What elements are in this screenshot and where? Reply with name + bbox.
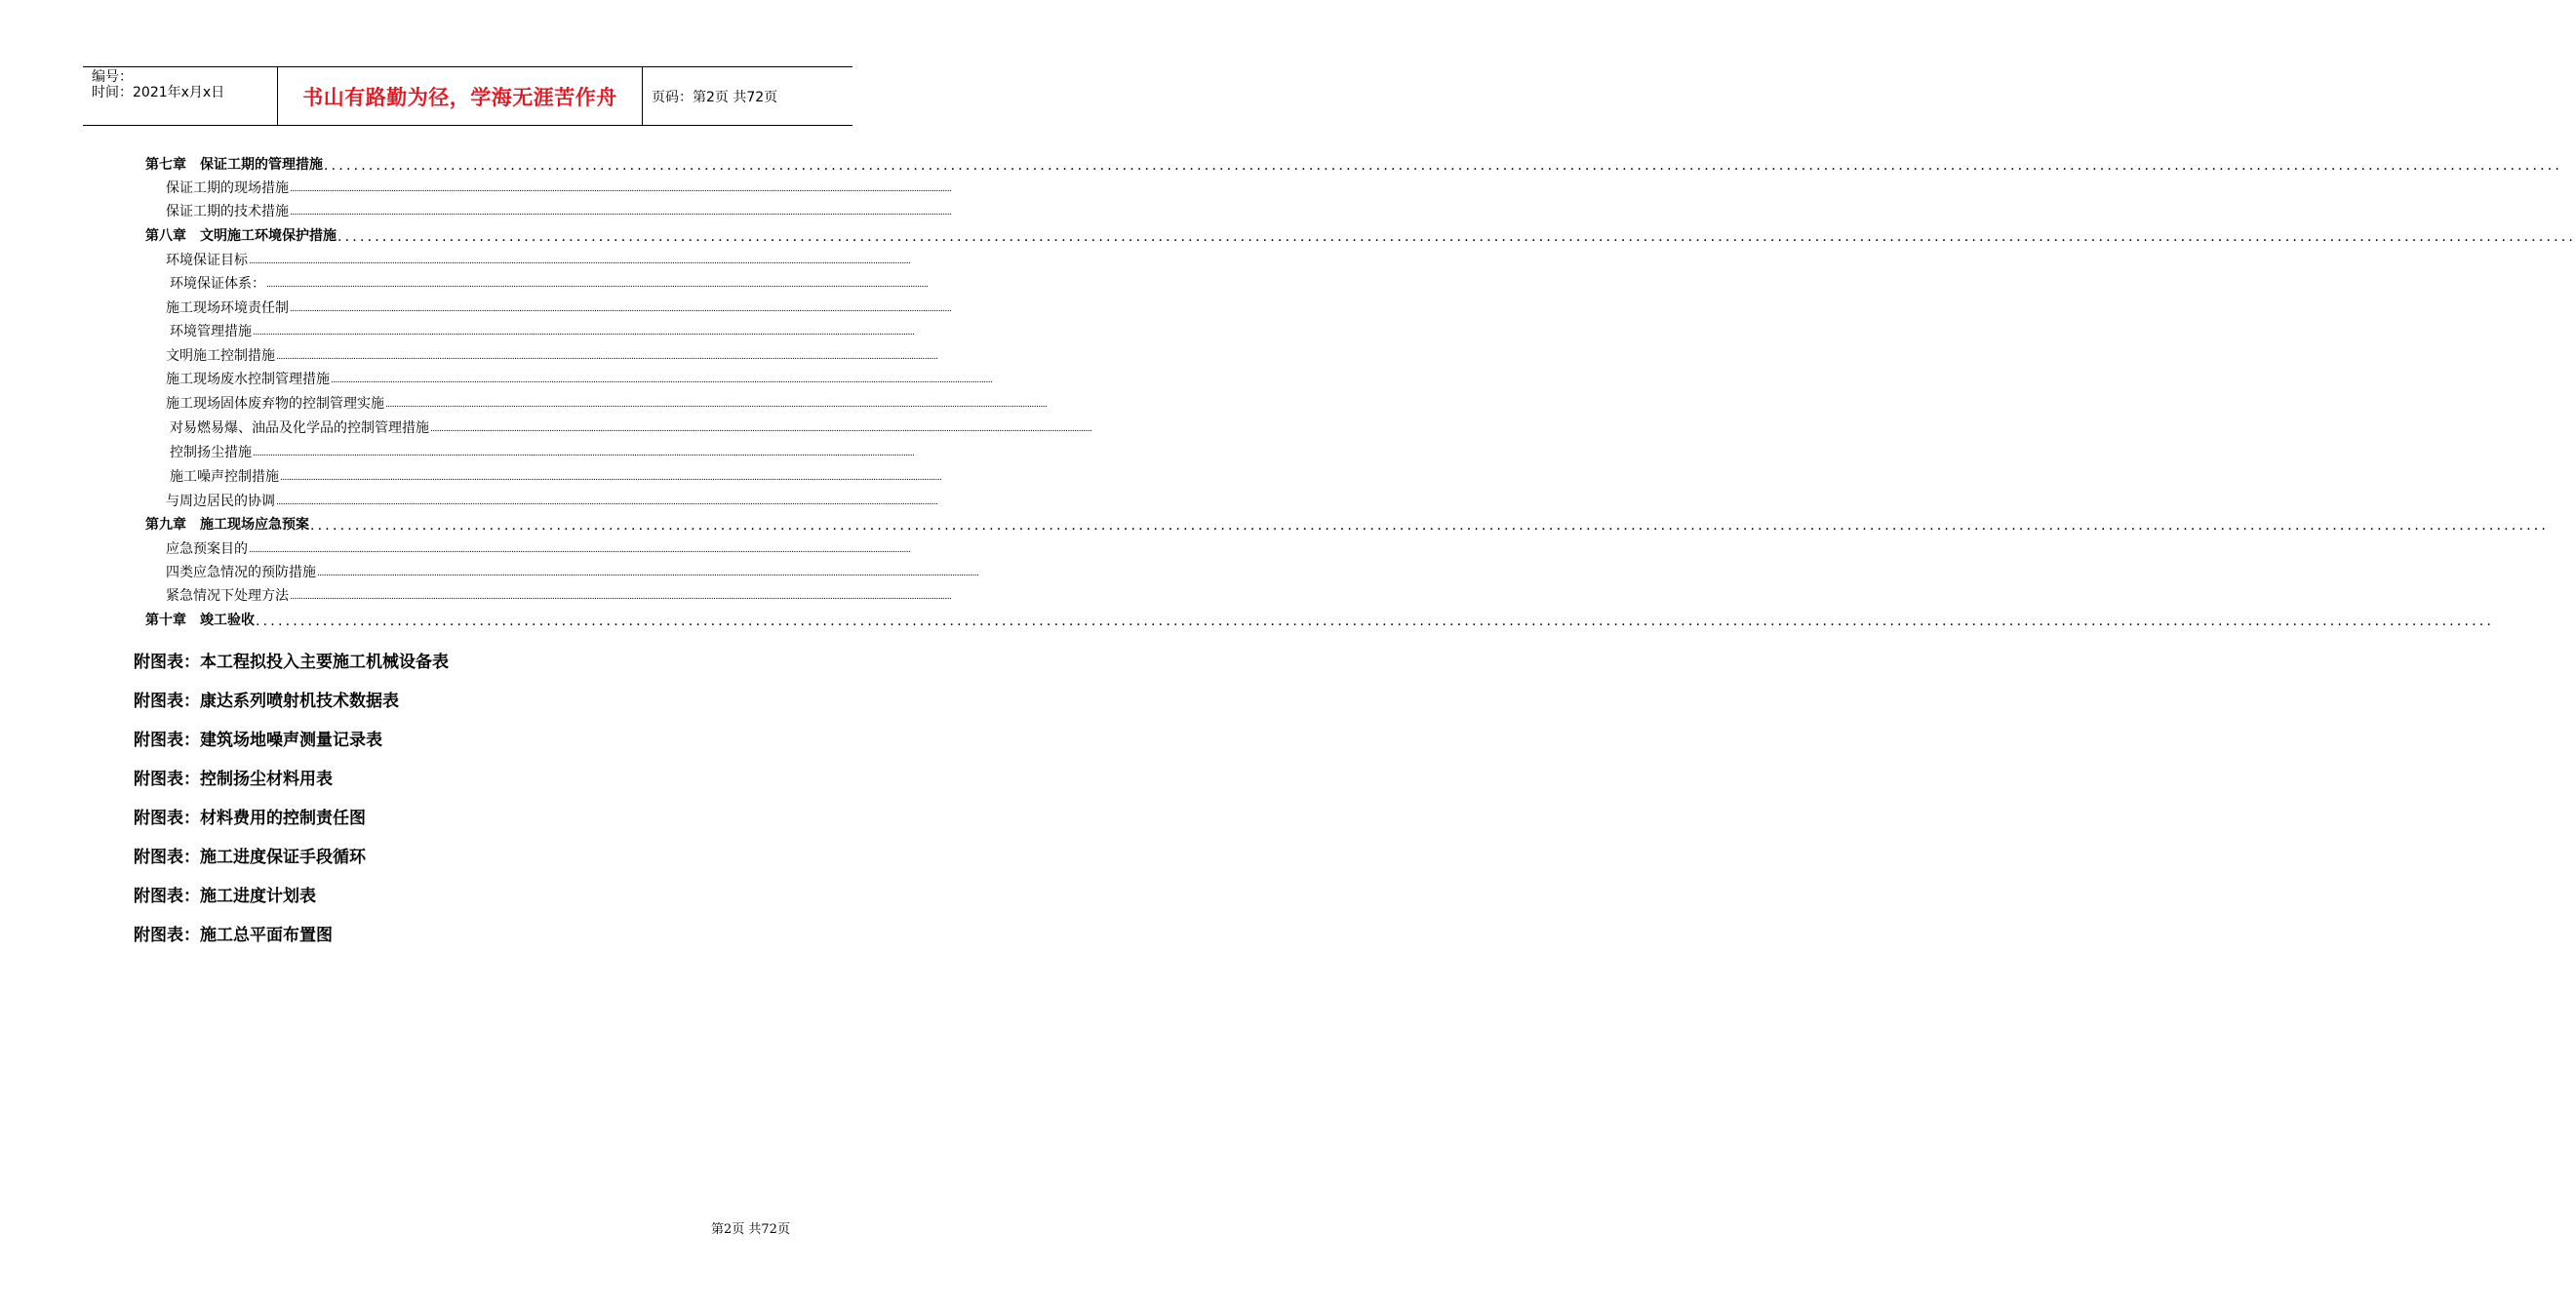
- appendix-item[interactable]: 附图表：康达系列喷射机技术数据表: [134, 692, 399, 711]
- toc-section-row[interactable]: [166, 246, 911, 269]
- dot-leader: ............................................................................................................................................................................................................................................................................................................: [253, 449, 915, 458]
- appendix-item[interactable]: 附图表：施工进度计划表: [134, 887, 316, 906]
- toc-section-row[interactable]: [170, 414, 1092, 437]
- appendix-item[interactable]: 附图表：施工进度保证手段循环: [134, 848, 366, 867]
- dot-leader: ............................................................................................................................................................................................................................................................................................................: [276, 352, 938, 362]
- header-left-cell: [83, 67, 278, 125]
- toc-entry-label: 第七章 保证工期的管理措施: [145, 157, 323, 173]
- toc-section-row[interactable]: [166, 581, 952, 605]
- dot-leader: ............................................................................................................................................................................................................................................................................................................: [280, 473, 942, 483]
- dot-leader: ............................................................................................................................................................................................................................................................................................................: [317, 569, 979, 578]
- toc-section-row[interactable]: [166, 558, 979, 581]
- toc-entry-label: 第十章 竣工验收: [145, 613, 255, 628]
- toc-section-row[interactable]: [170, 317, 915, 340]
- toc-section-row[interactable]: [170, 462, 942, 486]
- dot-leader: ............................................................................................................................................................................................................................................................................................................: [253, 328, 915, 338]
- dot-leader: ............................................................................................................................................................................................................................................................................................................: [385, 400, 1048, 410]
- toc-entry-label: 环境保证体系：: [170, 276, 265, 292]
- toc-section-row[interactable]: [170, 438, 915, 461]
- toc-section-row[interactable]: [166, 197, 952, 220]
- toc-entry-label: 施工现场固体废弃物的控制管理实施: [166, 396, 384, 412]
- toc-chapter-row[interactable]: [145, 150, 2563, 174]
- toc-entry-label: 文明施工控制措施: [166, 348, 275, 364]
- toc-section-row[interactable]: [166, 341, 938, 365]
- page-footer: 第2页 共72页: [711, 1222, 790, 1237]
- header-page-info: 页码：第2页 共72页: [652, 89, 778, 105]
- dot-leader: ............................................................................................................................................................................................................................................................................................................: [249, 257, 911, 266]
- code-label: 编号：: [92, 69, 133, 85]
- dot-leader: ............................................................................................................................................................................................................................................................................................................: [290, 304, 952, 314]
- dot-leader: ............................................................................................................................................................................................................................................................................................................: [430, 424, 1092, 434]
- toc-entry-label: 控制扬尘措施: [170, 445, 252, 460]
- toc-entry-label: 施工现场环境责任制: [166, 300, 289, 316]
- toc-entry-label: 第八章 文明施工环境保护措施: [145, 228, 337, 244]
- dot-leader: ............................................................................................................................................................................................................................................................................................................: [290, 184, 952, 194]
- toc-entry-label: 应急预案目的: [166, 541, 248, 557]
- dot-leader: ............................................................................................................................................................................................................................................................................................................: [266, 280, 929, 290]
- motto: 书山有路勤为径，学海无涯苦作舟: [302, 85, 617, 109]
- toc-entry-label: 施工现场废水控制管理措施: [166, 372, 330, 387]
- toc-section-row[interactable]: [166, 174, 952, 197]
- toc-entry-label: 保证工期的现场措施: [166, 180, 289, 196]
- dot-leader: ............................................................................................................................................................................................................................................................................................................: [256, 614, 2495, 629]
- dot-leader: ............................................................................................................................................................................................................................................................................................................: [310, 518, 2550, 534]
- toc-section-row[interactable]: [166, 365, 993, 388]
- toc-entry-label: 四类应急情况的预防措施: [166, 565, 316, 580]
- toc-section-row[interactable]: [166, 294, 952, 317]
- appendix-item[interactable]: 附图表：建筑场地噪声测量记录表: [134, 731, 382, 750]
- toc-entry-label: 紧急情况下处理方法: [166, 588, 289, 604]
- dot-leader: ............................................................................................................................................................................................................................................................................................................: [324, 158, 2563, 174]
- toc-section-row[interactable]: [166, 389, 1048, 413]
- toc-entry-label: 施工噪声控制措施: [170, 469, 279, 485]
- toc-entry-label: 环境管理措施: [170, 324, 252, 339]
- dot-leader: ............................................................................................................................................................................................................................................................................................................: [276, 497, 938, 507]
- toc-entry-label: 与周边居民的协调: [166, 494, 275, 509]
- time-label: 时间：2021年x月x日: [92, 85, 225, 100]
- dot-leader: ............................................................................................................................................................................................................................................................................................................: [337, 229, 2576, 245]
- toc-entry-label: 保证工期的技术措施: [166, 204, 289, 219]
- toc-entry-label: 对易燃易爆、油品及化学品的控制管理措施: [170, 420, 429, 436]
- toc-entry-label: 环境保证目标: [166, 253, 248, 268]
- dot-leader: ............................................................................................................................................................................................................................................................................................................: [331, 376, 993, 385]
- toc-chapter-row[interactable]: [145, 510, 2550, 534]
- toc-chapter-row[interactable]: [145, 221, 2576, 245]
- toc-section-row[interactable]: [170, 269, 929, 293]
- toc-section-row[interactable]: [166, 535, 911, 558]
- page-header: [83, 66, 852, 126]
- toc-chapter-row[interactable]: [145, 606, 2495, 629]
- header-right-cell: [643, 67, 852, 125]
- toc-entry-label: 第九章 施工现场应急预案: [145, 517, 309, 533]
- dot-leader: ............................................................................................................................................................................................................................................................................................................: [290, 592, 952, 602]
- header-middle-cell: [278, 67, 643, 125]
- dot-leader: ............................................................................................................................................................................................................................................................................................................: [249, 545, 911, 555]
- toc-section-row[interactable]: [166, 487, 938, 510]
- appendix-item[interactable]: 附图表：材料费用的控制责任图: [134, 809, 366, 828]
- appendix-item[interactable]: 附图表：本工程拟投入主要施工机械设备表: [134, 653, 449, 672]
- appendix-item[interactable]: 附图表：施工总平面布置图: [134, 926, 333, 945]
- dot-leader: ............................................................................................................................................................................................................................................................................................................: [290, 208, 952, 218]
- appendix-item[interactable]: 附图表：控制扬尘材料用表: [134, 770, 333, 789]
